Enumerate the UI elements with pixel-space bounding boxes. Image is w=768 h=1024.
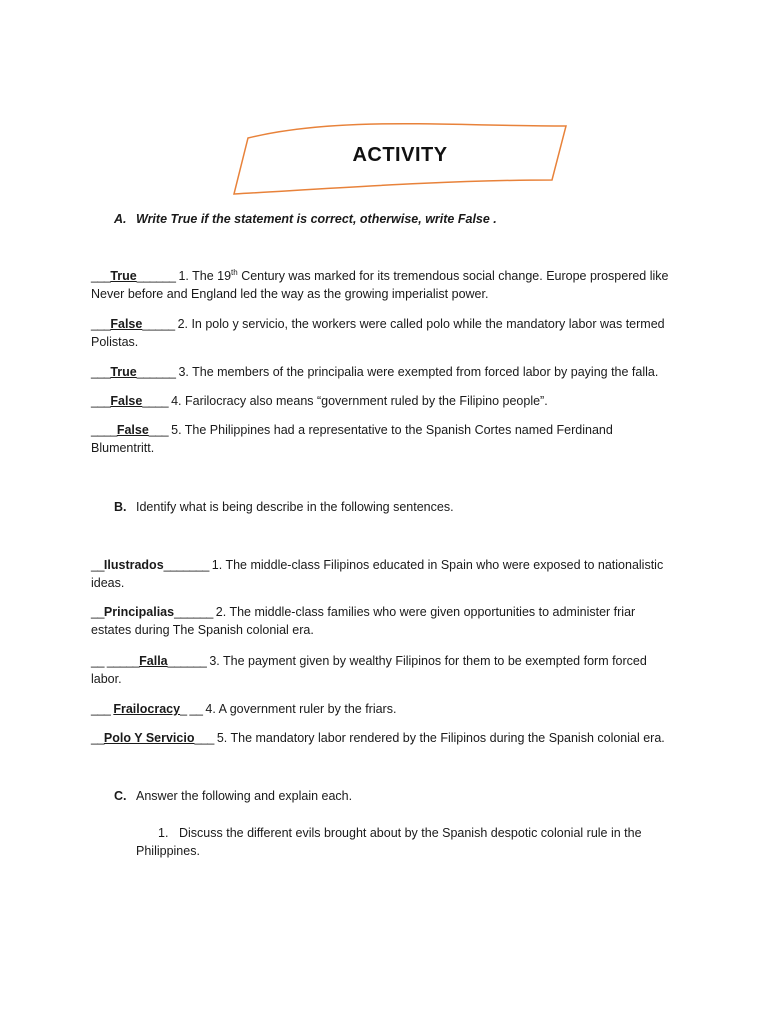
b-answer-3: Falla <box>139 654 168 668</box>
b-item-4: ___ Frailocracy_ __ 4. A government ruler by the friars. <box>91 702 397 716</box>
b-item-1: __Ilustrados_______ 1. The middle-class Filipinos educated in Spain who were exposed to nationalistic ideas. <box>91 558 664 590</box>
b-item-3: __ _____Falla______ 3. The payment given by wealthy Filipinos for them to be exempted form forced labor. <box>91 654 647 686</box>
a-answer-2: False <box>110 317 143 331</box>
a-answer-1: True <box>110 269 137 283</box>
b-answer-4: Frailocracy <box>113 702 181 716</box>
section-a-heading <box>114 210 497 228</box>
a-answer-3: True <box>110 365 137 379</box>
section-c-instruction: Answer the following and explain each. <box>136 789 353 803</box>
b-answer-2: Principalias <box>103 605 175 619</box>
a-answer-4: False <box>110 394 143 408</box>
b-item-5: __Polo Y Servicio___ 5. The mandatory labor rendered by the Filipinos during the Spanish colonial era. <box>91 731 665 745</box>
a-item-5: ____False___ 5. The Philippines had a representative to the Spanish Cortes named Ferdinand Blumentritt. <box>91 423 613 455</box>
section-b-instruction: Identify what is being describe in the following sentences. <box>136 500 454 514</box>
a-item-4: ___False____ 4. Farilocracy also means “government ruled by the Filipino people”. <box>91 394 548 408</box>
b-item-2: __Principalias______ 2. The middle-class families who were given opportunities to administer friar estates during The Spanish colonial era. <box>91 605 636 637</box>
activity-banner <box>228 116 572 196</box>
section-c-letter: C. <box>114 789 127 803</box>
a-item-3: ___True______ 3. The members of the principalia were exempted from forced labor by paying the falla. <box>91 365 659 379</box>
c-item-1: 1. Discuss the different evils brought about by the Spanish despotic colonial rule in the Philippines. <box>136 826 642 858</box>
section-a-letter: A. <box>114 212 127 226</box>
section-a-instruction: Write True if the statement is correct, otherwise, write False . <box>136 212 497 226</box>
b-answer-5: Polo Y Servicio <box>103 731 195 745</box>
section-b-letter: B. <box>114 500 127 514</box>
section-b-heading <box>114 498 454 516</box>
section-c-heading <box>114 787 352 805</box>
b-answer-1: Ilustrados <box>103 558 164 572</box>
a-item-2: ___False_____ 2. In polo y servicio, the workers were called polo while the mandatory labor was termed Polistas. <box>91 317 665 349</box>
a-answer-5: False <box>116 423 149 437</box>
a-item-1: ___True______ 1. The 19th Century was marked for its tremendous social change. Europe prospered like Never before and England led the way as the growing imperialist power. <box>91 268 669 301</box>
page-title: ACTIVITY <box>352 144 448 166</box>
